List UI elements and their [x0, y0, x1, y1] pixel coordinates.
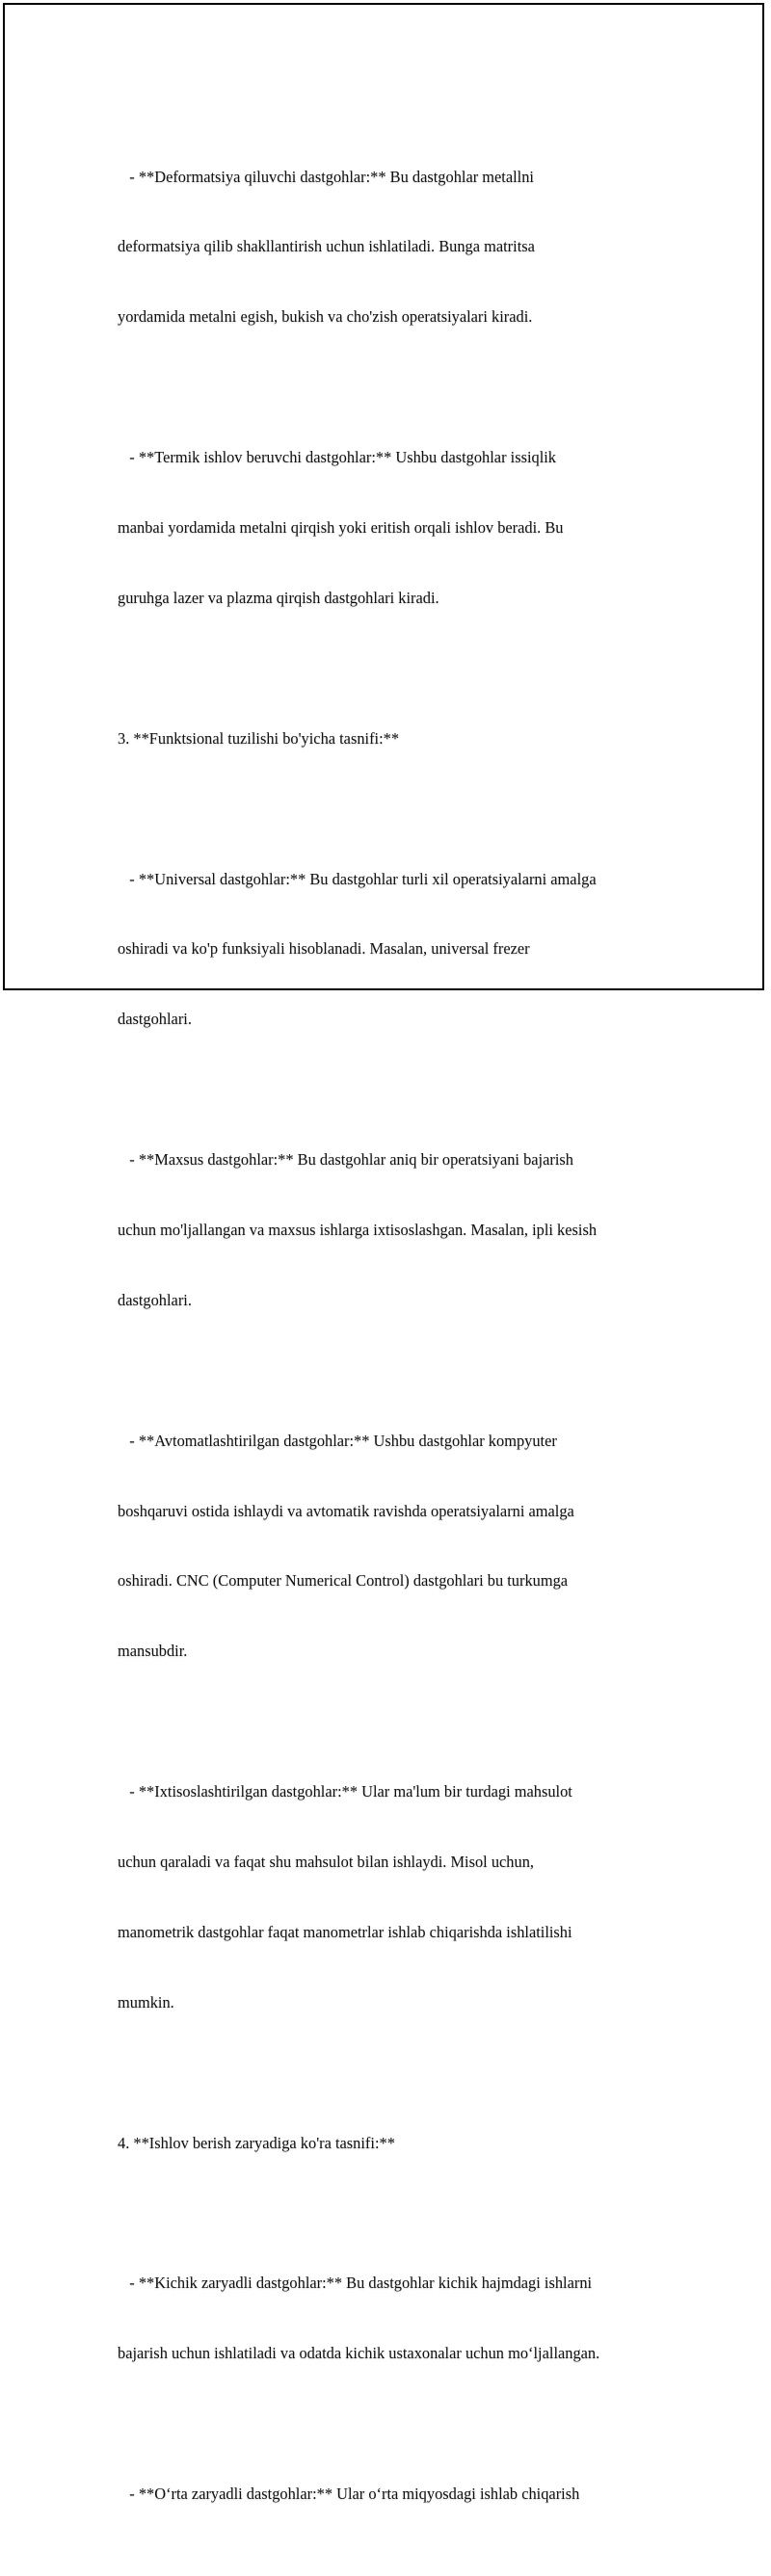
paragraph-termik: [118, 400, 677, 657]
text-line: 4. **Ishlov berish zaryadiga ko'ra tasnifi:**: [118, 2133, 395, 2152]
text-line: 3. **Funktsional tuzilishi bo'yicha tasnifi:**: [118, 728, 400, 748]
paragraph-ixtisoslashtirilgan: [118, 1733, 677, 2061]
text-line: - **Universal dastgohlar:** Bu dastgohlar turli xil operatsiyalarni amalga: [118, 869, 597, 888]
paragraph-deformatsiya: [118, 118, 677, 376]
text-line: yordamida metalni egish, bukish va cho'zish operatsiyalari kiradi.: [118, 307, 533, 327]
document-body: [118, 118, 677, 2576]
paragraph-maxsus: [118, 1101, 677, 1358]
text-line: mansubdir.: [118, 1642, 188, 1661]
section-heading-4: [118, 2085, 677, 2201]
text-line: manometrik dastgohlar faqat manometrlar ishlab chiqarishda ishlatilishi: [118, 1922, 572, 1941]
text-line: guruhga lazer va plazma qirqish dastgohlari kiradi.: [118, 588, 439, 607]
paragraph-avtomatlashtirilgan: [118, 1382, 677, 1710]
text-line: dastgohlari.: [118, 1290, 192, 1309]
text-line: dastgohlari.: [118, 1010, 192, 1029]
text-line: bajarish uchun ishlatiladi va odatda kichik ustaxonalar uchun mo‘ljallangan.: [118, 2344, 600, 2363]
text-line: deformatsiya qilib shakllantirish uchun ishlatiladi. Bunga matritsa: [118, 237, 535, 256]
text-line: - **Deformatsiya qiluvchi dastgohlar:** Bu dastgohlar metallni: [118, 167, 534, 186]
text-line: - **Maxsus dastgohlar:** Bu dastgohlar aniq bir operatsiyani bajarish: [118, 1150, 573, 1170]
paragraph-universal: [118, 821, 677, 1078]
section-heading-3: [118, 680, 677, 797]
paragraph-kichik-zaryadli: [118, 2225, 677, 2412]
text-line: uchun qaraladi va faqat shu mahsulot bilan ishlaydi. Misol uchun,: [118, 1852, 534, 1871]
text-line: oshiradi va ko'p funksiyali hisoblanadi. Masalan, universal frezer: [118, 939, 530, 959]
text-line: boshqaruvi ostida ishlaydi va avtomatik ravishda operatsiyalarni amalga: [118, 1501, 574, 1520]
text-line: - **Kichik zaryadli dastgohlar:** Bu dastgohlar kichik hajmdagi ishlarni: [118, 2274, 593, 2293]
text-line: mumkin.: [118, 1992, 174, 2011]
text-line: - **Ixtisoslashtirilgan dastgohlar:** Ular ma'lum bir turdagi mahsulot: [118, 1782, 572, 1801]
text-line: - **Termik ishlov beruvchi dastgohlar:** Ushbu dastgohlar issiqlik: [118, 448, 556, 467]
text-line: - **O‘rta zaryadli dastgohlar:** Ular o‘rta miqyosdagi ishlab chiqarish: [118, 2484, 580, 2503]
text-line: uchun mo'ljallangan va maxsus ishlarga ixtisoslashgan. Masalan, ipli kesish: [118, 1220, 598, 1239]
text-line: oshiradi. CNC (Computer Numerical Control) dastgohlari bu turkumga: [118, 1571, 569, 1590]
page-frame: [3, 3, 764, 2503]
text-line: manbai yordamida metalni qirqish yoki eritish orqali ishlov beradi. Bu: [118, 518, 564, 538]
text-line: - **Avtomatlashtirilgan dastgohlar:** Ushbu dastgohlar kompyuter: [118, 1431, 557, 1450]
paragraph-orta-zaryadli: [118, 2435, 677, 2552]
